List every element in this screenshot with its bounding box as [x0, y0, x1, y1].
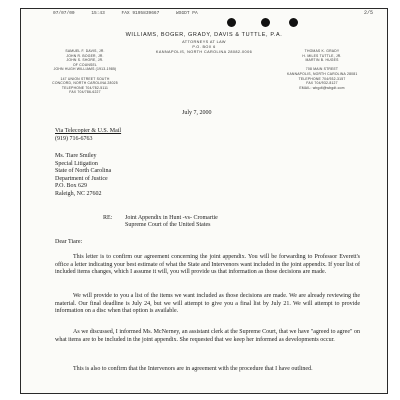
address-line: Ms. Tiare Smiley [55, 153, 97, 159]
left-col-line: JOHN R. BOGER, JR. [66, 53, 104, 58]
left-col-line: JOHN S. SHORE, JR. [66, 58, 104, 63]
subject-label: RE: [103, 215, 113, 221]
left-col-line: JOHN HUGH WILLIAMS (1913-1985) [53, 67, 117, 72]
letterhead-right-column [287, 49, 357, 90]
firm-name: WILLIAMS, BOGER, GRADY, DAVIS & TUTTLE, P.A. [125, 32, 283, 38]
firm-city: KANNAPOLIS, NORTH CAROLINA 28082-0006 [155, 49, 253, 54]
fax-date: 07/07/00 [53, 11, 75, 16]
address-line: Raleigh, NC 27602 [55, 190, 102, 197]
right-col-line: EMAIL: wbgdt@wbgdt.com [299, 85, 345, 90]
recipient-fax-number: (919) 716-6763 [55, 136, 93, 142]
right-col-line: TELEPHONE 704/932-3157 [298, 76, 346, 81]
fax-number: FAX 9195839667 [121, 11, 160, 16]
letterhead-left-column [45, 49, 125, 95]
body-paragraph: We will provide to you a list of the items we want included as those decisions are made. We are already reviewing the material. Our final deadline is July 24, but we will attempt to give you a final list by July 21. We will attempt to provide information on a disc when that option is available. [55, 293, 360, 314]
right-col-line: FAX 704/932-8127 [306, 81, 338, 86]
punch-hole-icon [289, 18, 298, 27]
salutation: Dear Tiare: [55, 239, 83, 245]
recipient-address [55, 153, 111, 199]
fax-sender: WSGDT PA [176, 11, 198, 16]
right-col-line: MARTIN B. HUGES [305, 58, 339, 63]
left-col-line: 147 UNION STREET SOUTH [60, 76, 110, 81]
address-line: Department of Justice [55, 175, 108, 182]
letter-date: July 7, 2000 [182, 110, 212, 116]
subject-line: Supreme Court of the United States [125, 222, 211, 229]
left-col-line: FAX 704/786-6227 [69, 90, 101, 95]
fax-transmission-header [53, 11, 212, 16]
right-col-line: H. MILES TUTTLE, JR. [302, 53, 342, 58]
left-col-line: CONCORD, NORTH CAROLINA 28025 [52, 81, 118, 86]
firm-po-box: P.O. BOX 6 [192, 44, 216, 49]
punch-hole-icon [227, 18, 236, 27]
subject-lines [125, 215, 218, 229]
body-paragraph: This is also to confirm that the Intervenors are in agreement with the procedure that I have outlined. [73, 366, 313, 372]
right-col-line: KANNAPOLIS, NORTH CAROLINA 28081 [287, 71, 358, 76]
body-paragraph: As we discussed, I informed Ms. McNerney, an assistant clerk at the Supreme Court, that we have "agreed to agree" on what items are to be included in the joint appendix. She requested that we keep her informed as developments occur. [55, 329, 360, 343]
firm-tagline: ATTORNEYS AT LAW [182, 40, 226, 44]
punch-hole-icon [261, 18, 270, 27]
right-col-line: THOMAS K. GRADY [304, 49, 340, 53]
left-col-line: TELEPHONE 704/782-5111 [61, 85, 109, 90]
fax-time: 15:43 [91, 11, 105, 16]
body-paragraph: This letter is to confirm our agreement concerning the joint appendix. You will be forwarding to Professor Everett's office a letter indicating your best estimate of what the State and Intervenors want included in the joint appendix. If your list of included items changes, which I assume it will, you will provide us that information as those decisions are made. [55, 254, 360, 275]
subject-line: Joint Appendix in Hunt -vs- Cromartie [125, 215, 218, 221]
address-line: Special Litigation [55, 160, 98, 167]
address-line: State of North Carolina [55, 168, 112, 175]
right-col-line: 708 MAIN STREET [305, 67, 339, 72]
address-line: P.O. Box 629 [55, 183, 88, 190]
left-col-line: OF COUNSEL [72, 62, 98, 67]
fax-page-number: 2/5 [363, 10, 373, 16]
left-col-line: SAMUEL F. DAVIS, JR. [65, 49, 105, 53]
letter-page [20, 8, 388, 394]
delivery-method: Via Telecopier & U.S. Mail [55, 128, 122, 134]
